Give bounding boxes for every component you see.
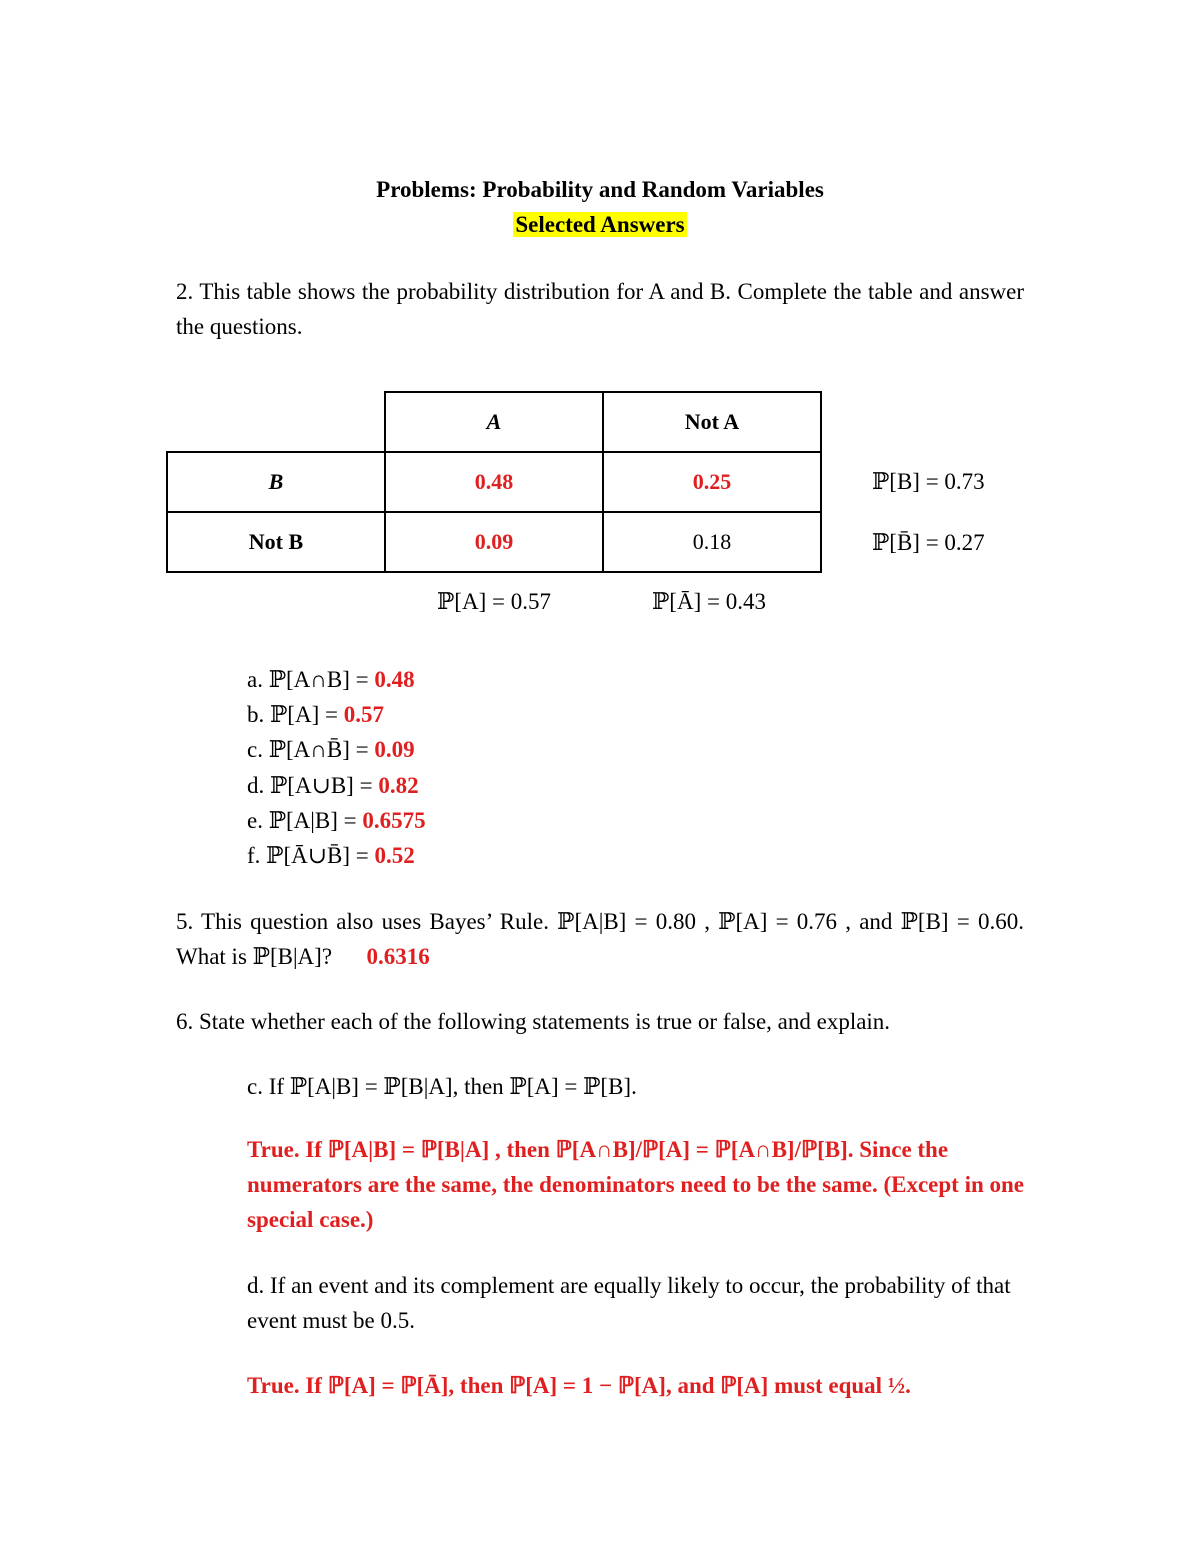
q6d-statement: d. If an event and its complement are equally likely to occur, the probability of that event must be 0.5. [247,1273,1011,1333]
list-item: e. ℙ[A|B] = 0.6575 [247,807,426,833]
row-header-not-b: Not B [167,512,385,572]
col-header-a: A [385,392,603,452]
col-total-a: ℙ[A] = 0.57 [437,589,551,614]
list-item: d. ℙ[A∪B] = 0.82 [247,772,419,798]
q2-answer-list [247,662,426,873]
table-row [167,452,821,512]
list-item: b. ℙ[A] = 0.57 [247,702,384,728]
probability-table [166,391,822,573]
row-total-b: ℙ[B] = 0.73 [872,469,985,494]
list-item: f. ℙ[Ā∪B̄] = 0.52 [247,842,415,868]
q5-question: 5. This question also uses Bayes’ Rule. ℙ[A|B] = 0.80 , ℙ[A] = 0.76 , and ℙ[B] = 0.60. What is ℙ[B|A]? 0.6316 [176,909,1024,969]
subtitle-highlight: Selected Answers [515,212,685,237]
q6c-answer: True. If ℙ[A|B] = ℙ[B|A] , then ℙ[A∩B]/ℙ[A] = ℙ[A∩B]/ℙ[B]. Since the numerators are the same, the denominators need to be the same. (Except in one special case.) [247,1137,1025,1232]
row-header-b: B [167,452,385,512]
cell-nota-b: 0.25 [603,452,821,512]
cell-a-notb: 0.09 [385,512,603,572]
col-total-not-a: ℙ[Ā] = 0.43 [652,589,766,614]
q2-intro: 2. This table shows the probability distribution for A and B. Complete the table and answer the questions. [176,279,1024,339]
q6d-answer: True. If ℙ[A] = ℙ[Ā], then ℙ[A] = 1 − ℙ[A], and ℙ[A] must equal ½. [247,1373,911,1398]
list-item: c. ℙ[A∩B̄] = 0.09 [247,737,415,763]
cell-a-b: 0.48 [385,452,603,512]
q5-answer: 0.6316 [366,944,430,969]
page-subtitle [0,212,1200,238]
list-item: a. ℙ[A∩B] = 0.48 [247,667,415,692]
page-title: Problems: Probability and Random Variables [376,177,824,202]
col-header-not-a: Not A [603,392,821,452]
table-corner [167,392,385,452]
table-row [167,512,821,572]
table-row [167,392,821,452]
q6c-statement: c. If ℙ[A|B] = ℙ[B|A], then ℙ[A] = ℙ[B]. [247,1074,637,1099]
q6-intro: 6. State whether each of the following statements is true or false, and explain. [176,1009,891,1034]
cell-nota-notb: 0.18 [603,512,821,572]
row-total-not-b: ℙ[B̄] = 0.27 [872,530,985,555]
